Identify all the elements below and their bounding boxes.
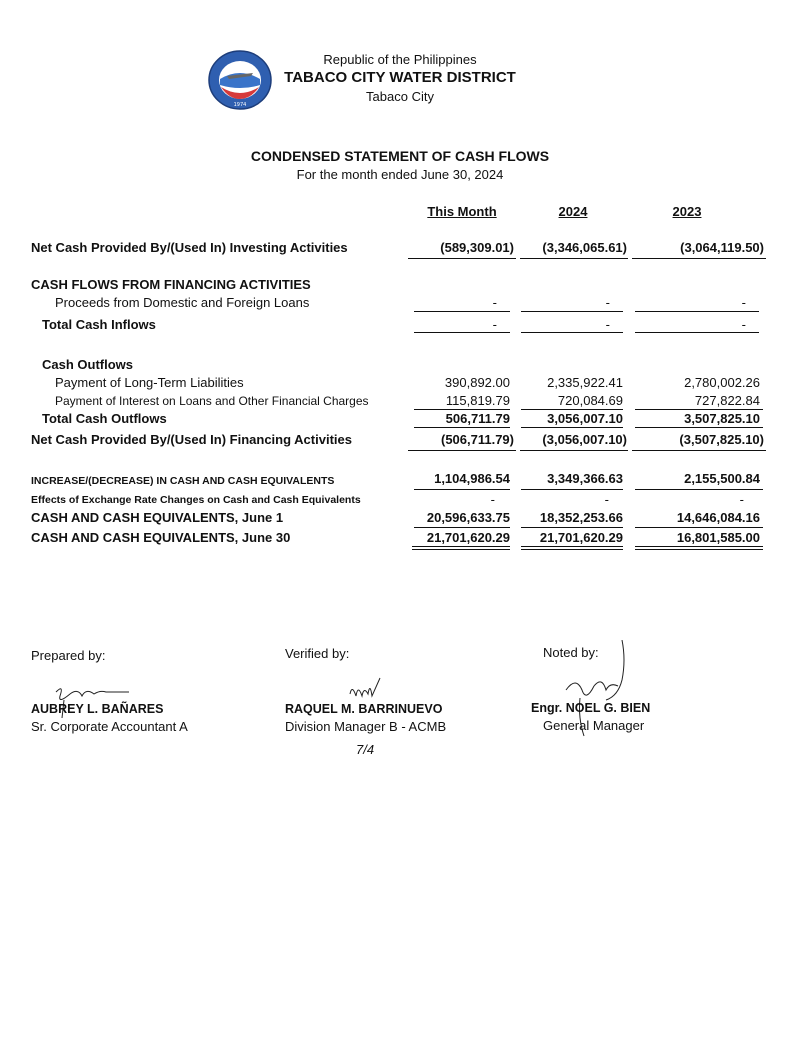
row-label-net-investing: Net Cash Provided By/(Used In) Investing Activities — [31, 240, 348, 255]
column-header-2023: 2023 — [672, 204, 702, 219]
value-payment-interest-2023: 727,822.84 — [694, 393, 760, 408]
verified-by-name: RAQUEL M. BARRINUEVO — [285, 702, 443, 716]
header-country: Republic of the Philippines — [323, 52, 477, 67]
value-total-inflows-2023: - — [741, 317, 746, 332]
prepared-by-caption: Prepared by: — [31, 648, 106, 663]
value-net-financing-2023: (3,507,825.10) — [679, 432, 764, 447]
rule-total-inflows — [521, 332, 623, 333]
statement-title: CONDENSED STATEMENT OF CASH FLOWS — [250, 148, 550, 164]
noted-by-role: General Manager — [543, 718, 645, 733]
value-total-outflows-2024: 3,056,007.10 — [547, 411, 623, 426]
rule-increase — [635, 489, 763, 490]
value-increase-2024: 3,349,366.63 — [547, 471, 623, 486]
value-proceeds-2024: - — [605, 295, 610, 310]
row-label-payment-interest: Payment of Interest on Loans and Other Financial Charges — [55, 394, 369, 408]
rule-payment-interest — [414, 409, 510, 410]
rule-cash-june1 — [635, 527, 763, 528]
value-total-inflows-this-month: - — [492, 317, 497, 332]
row-label-net-financing: Net Cash Provided By/(Used In) Financing Activities — [31, 432, 352, 447]
column-header-this-month: This Month — [427, 204, 497, 219]
section-heading-financing: CASH FLOWS FROM FINANCING ACTIVITIES — [31, 277, 311, 292]
row-label-total-outflows: Total Cash Outflows — [42, 411, 167, 426]
section-heading-outflows: Cash Outflows — [42, 357, 134, 372]
row-label-increase: INCREASE/(DECREASE) IN CASH AND CASH EQUIVALENTS — [31, 475, 335, 487]
value-increase-this-month: 1,104,986.54 — [434, 471, 510, 486]
value-net-investing-this-month: (589,309.01) — [440, 240, 514, 255]
verified-by-role: Division Manager B - ACMB — [285, 719, 447, 734]
value-proceeds-this-month: - — [492, 295, 497, 310]
rule-proceeds — [521, 311, 623, 312]
value-cash-june1-this-month: 20,596,633.75 — [426, 510, 510, 525]
rule-total-outflows — [635, 427, 763, 428]
value-net-financing-this-month: (506,711.79) — [440, 432, 514, 447]
rule-total-outflows — [414, 427, 510, 428]
row-label-cash-june30: CASH AND CASH EQUIVALENTS, June 30 — [31, 530, 291, 545]
rule-increase — [414, 489, 510, 490]
rule-increase — [521, 489, 623, 490]
rule-net-investing — [408, 258, 516, 259]
statement-period: For the month ended June 30, 2024 — [296, 167, 504, 182]
row-label-payment-ltl: Payment of Long-Term Liabilities — [55, 375, 244, 390]
value-net-investing-2024: (3,346,065.61) — [542, 240, 627, 255]
rule-payment-interest — [635, 409, 763, 410]
header-city: Tabaco City — [366, 89, 434, 104]
noted-by-caption: Noted by: — [543, 645, 599, 660]
rule-net-investing — [520, 258, 628, 259]
value-cash-june30-2024: 21,701,620.29 — [539, 530, 623, 545]
value-payment-ltl-2023: 2,780,002.26 — [684, 375, 760, 390]
rule-total-inflows — [414, 332, 510, 333]
value-increase-2023: 2,155,500.84 — [684, 471, 760, 486]
rule-net-financing — [408, 450, 516, 451]
value-total-inflows-2024: - — [605, 317, 610, 332]
verified-by-caption: Verified by: — [285, 646, 350, 661]
value-fx-effects-this-month: - — [490, 492, 495, 507]
double-rule-cash-june30 — [412, 546, 510, 550]
header-organization: TABACO CITY WATER DISTRICT — [284, 69, 516, 86]
value-cash-june30-this-month: 21,701,620.29 — [426, 530, 510, 545]
rule-total-inflows — [635, 332, 759, 333]
value-proceeds-2023: - — [741, 295, 746, 310]
row-label-total-inflows: Total Cash Inflows — [42, 317, 156, 332]
value-fx-effects-2023: - — [739, 492, 744, 507]
prepared-by-role: Sr. Corporate Accountant A — [31, 719, 188, 734]
rule-cash-june1 — [414, 527, 510, 528]
prepared-by-name: AUBREY L. BAÑARES — [31, 702, 164, 716]
svg-text:1974: 1974 — [233, 102, 247, 108]
rule-net-investing — [632, 258, 766, 259]
rule-payment-interest — [521, 409, 623, 410]
verified-by-note: 7/4 — [356, 742, 375, 757]
value-fx-effects-2024: - — [604, 492, 609, 507]
rule-net-financing — [520, 450, 628, 451]
value-cash-june30-2023: 16,801,585.00 — [676, 530, 760, 545]
value-net-investing-2023: (3,064,119.50) — [680, 240, 764, 255]
double-rule-cash-june30 — [635, 546, 763, 550]
double-rule-cash-june30 — [521, 546, 623, 550]
column-header-2024: 2024 — [558, 204, 588, 219]
row-label-cash-june1: CASH AND CASH EQUIVALENTS, June 1 — [31, 510, 284, 525]
value-net-financing-2024: (3,056,007.10) — [542, 432, 627, 447]
value-cash-june1-2023: 14,646,084.16 — [676, 510, 760, 525]
rule-net-financing — [632, 450, 766, 451]
row-label-proceeds: Proceeds from Domestic and Foreign Loans — [55, 295, 310, 310]
row-label-fx-effects: Effects of Exchange Rate Changes on Cash and Cash Equivalents — [31, 494, 361, 506]
value-payment-interest-2024: 720,084.69 — [557, 393, 623, 408]
noted-by-name: Engr. NOEL G. BIEN — [531, 701, 651, 715]
value-total-outflows-2023: 3,507,825.10 — [684, 411, 760, 426]
value-cash-june1-2024: 18,352,253.66 — [539, 510, 623, 525]
rule-total-outflows — [521, 427, 623, 428]
value-payment-ltl-this-month: 390,892.00 — [444, 375, 510, 390]
value-payment-ltl-2024: 2,335,922.41 — [547, 375, 623, 390]
rule-cash-june1 — [521, 527, 623, 528]
rule-proceeds — [414, 311, 510, 312]
value-total-outflows-this-month: 506,711.79 — [445, 411, 510, 426]
value-payment-interest-this-month: 115,819.79 — [445, 393, 510, 408]
rule-proceeds — [635, 311, 759, 312]
